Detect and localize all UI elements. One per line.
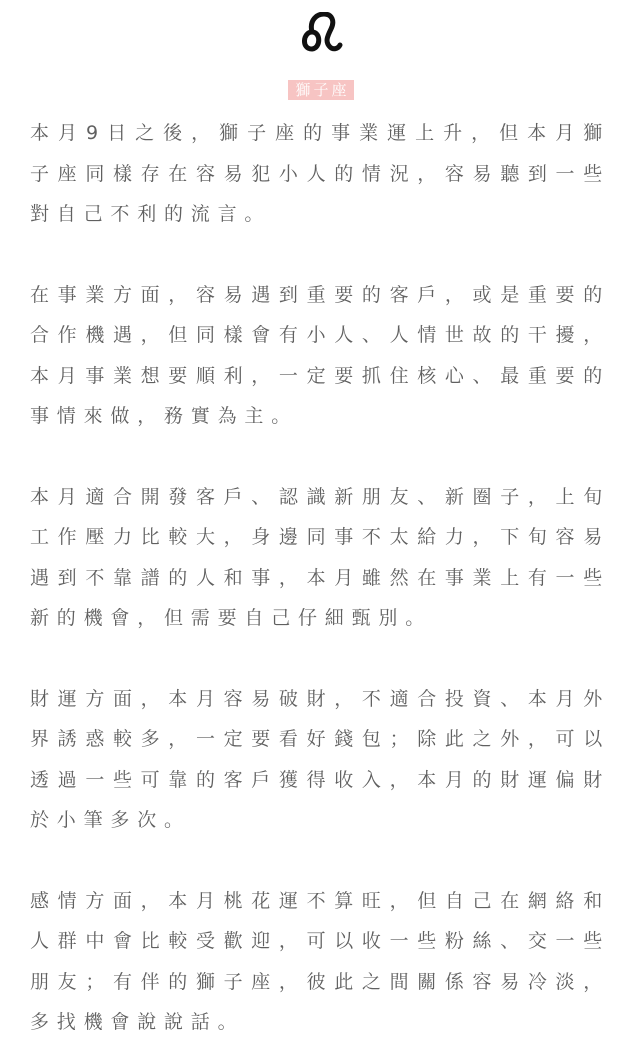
paragraph-finance: 財運方面，本月容易破財，不適合投資、本月外界誘惑較多，一定要看好錢包；除此之外，可以透過一些可靠的客戶獲得收入，本月的財運偏財於小筆多次。 [30,687,610,831]
paragraph-intro: 本月9日之後，獅子座的事業運上升，但本月獅子座同樣存在容易犯小人的情況，容易聽到一些對自己不利的流言。 [30,122,610,225]
paragraph-career: 在事業方面，容易遇到重要的客戶，或是重要的合作機遇，但同樣會有小人、人情世故的干擾，本月事業想要順利，一定要抓住核心、最重要的事情來做，務實為主。 [30,283,610,427]
horoscope-article [30,113,610,1043]
leo-zodiac-icon [297,12,345,52]
zodiac-title-badge: 獅子座 [288,80,354,100]
paragraph-opportunities: 本月適合開發客戶、認識新朋友、新圈子，上旬工作壓力比較大，身邊同事不太給力，下旬容易遇到不靠譜的人和事，本月雖然在事業上有一些新的機會，但需要自己仔細甄別。 [30,485,610,629]
paragraph-love: 感情方面，本月桃花運不算旺，但自己在網絡和人群中會比較受歡迎，可以收一些粉絲、交一些朋友；有伴的獅子座，彼此之間關係容易冷淡，多找機會說說話。 [30,889,610,1033]
